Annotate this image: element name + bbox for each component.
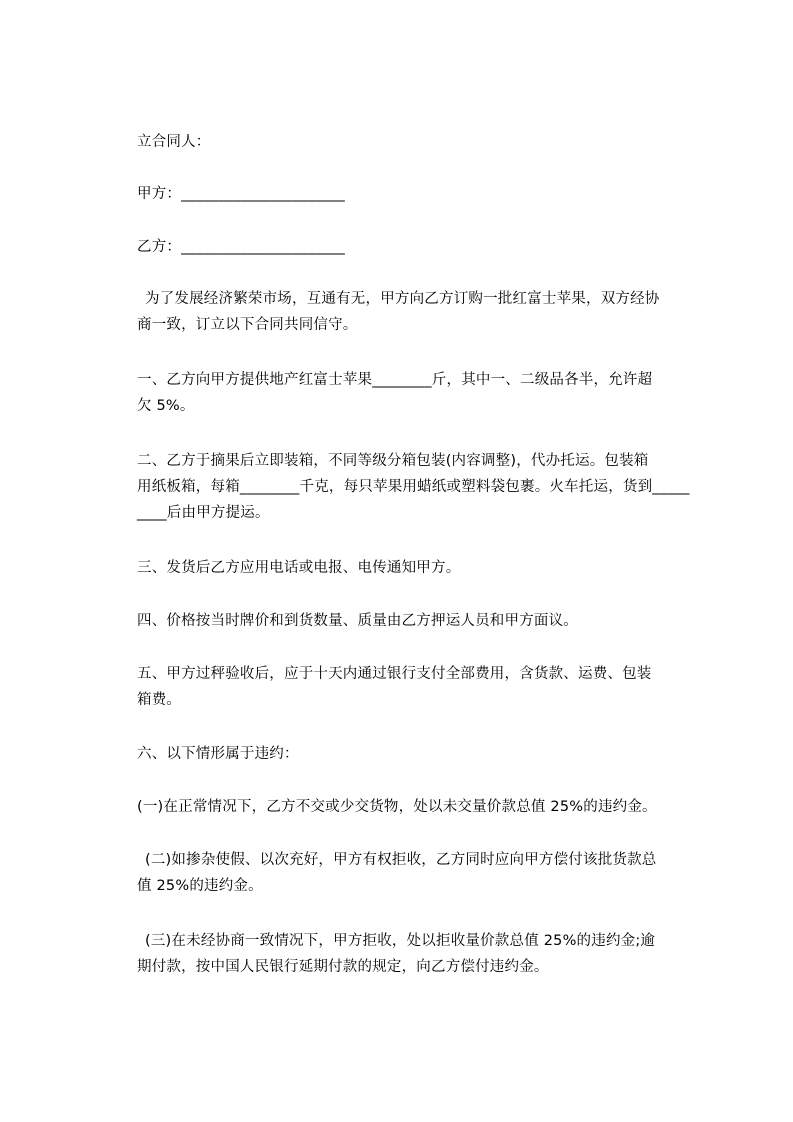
clause-2-line-3: ____后由甲方提运。: [137, 505, 270, 521]
party-b-line: 乙方：______________________: [137, 239, 345, 255]
clause-3: 三、发货后乙方应用电话或电报、电传通知甲方。: [137, 560, 461, 576]
clause-6-heading: 六、以下情形属于违约：: [137, 746, 299, 762]
clause-5-line-2: 箱费。: [137, 692, 182, 708]
breach-3-line-1: (三)在未经协商一致情况下，甲方拒收，处以拒收量价款总值 25%的违约金;逾: [145, 933, 656, 949]
breach-2-line-2: 值 25%的违约金。: [137, 878, 263, 894]
breach-3-line-2: 期付款，按中国人民银行延期付款的规定，向乙方偿付违约金。: [137, 959, 549, 975]
clause-2-line-1: 二、乙方于摘果后立即装箱，不同等级分箱包装(内容调整)，代办托运。包装箱: [137, 453, 649, 469]
parties-heading: 立合同人：: [137, 134, 211, 150]
party-a-line: 甲方：______________________: [137, 186, 345, 202]
clause-1-line-2: 欠 5%。: [137, 398, 195, 414]
clause-4: 四、价格按当时牌价和到货数量、质量由乙方押运人员和甲方面议。: [137, 613, 578, 629]
breach-2-line-1: (二)如掺杂使假、以次充好，甲方有权拒收，乙方同时应向甲方偿付该批货款总: [145, 852, 657, 868]
intro-line-1: 为了发展经济繁荣市场，互通有无，甲方向乙方订购一批红富士苹果，双方经协: [145, 291, 660, 307]
clause-1-line-1: 一、乙方向甲方提供地产红富士苹果________斤，其中一、二级品各半，允许超: [137, 372, 653, 388]
intro-line-2: 商一致，订立以下合同共同信守。: [137, 317, 358, 333]
breach-1: (一)在正常情况下，乙方不交或少交货物，处以未交量价款总值 25%的违约金。: [137, 799, 657, 815]
clause-2-line-2: 用纸板箱，每箱________千克，每只苹果用蜡纸或塑料袋包裹。火车托运，货到_____: [137, 479, 690, 495]
clause-5-line-1: 五、甲方过秤验收后，应于十天内通过银行支付全部费用，含货款、运费、包装: [137, 666, 652, 682]
